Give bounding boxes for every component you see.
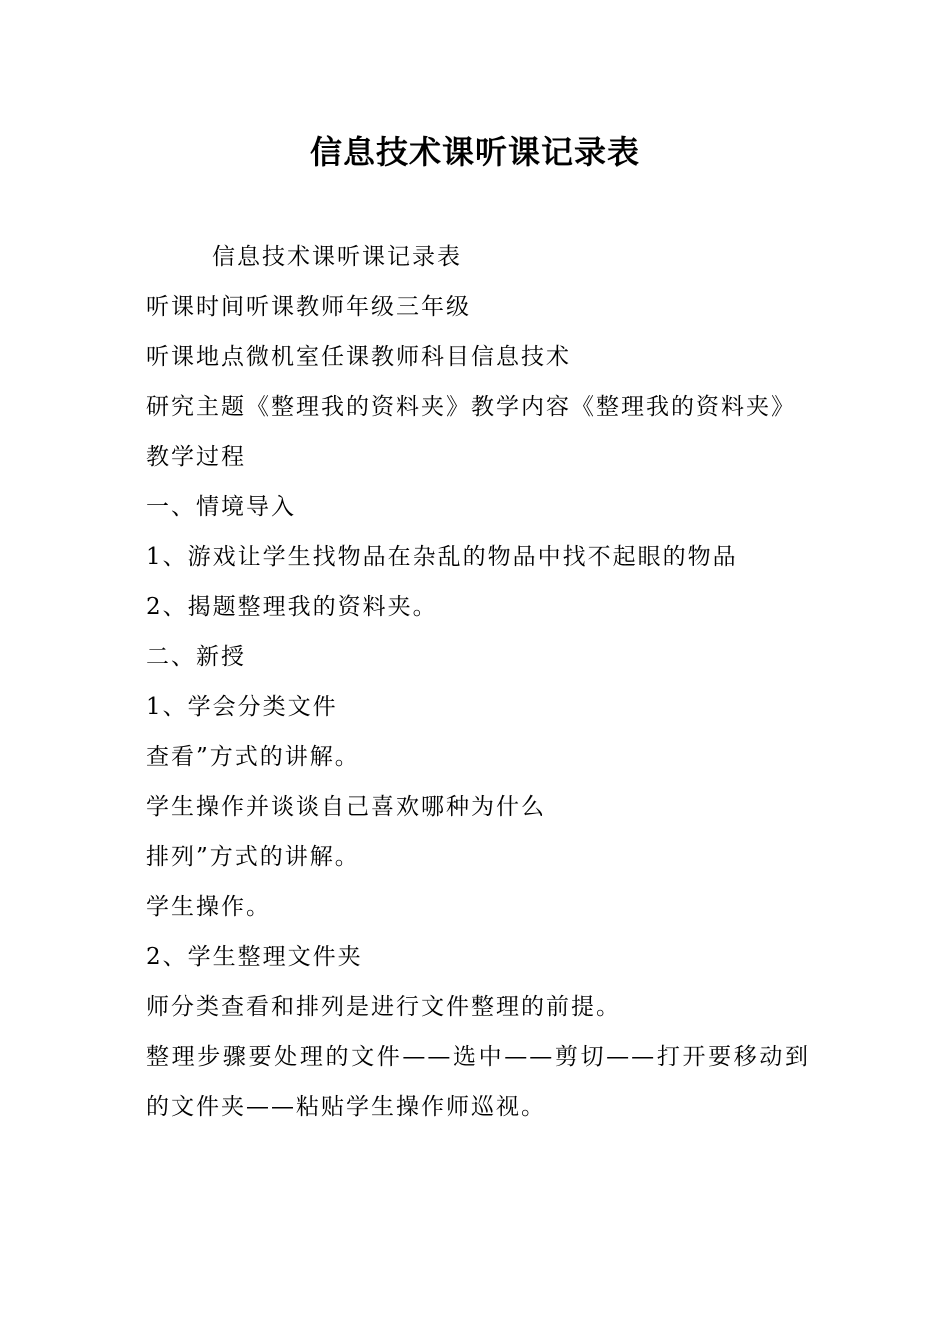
paragraph: 2、学生整理文件夹 (146, 944, 363, 970)
page-title: 信息技术课听课记录表 (309, 133, 640, 171)
document-body (146, 232, 810, 1132)
paragraph: 查看”方式的讲解。 (146, 744, 360, 770)
info-line-topic: 研究主题《整理我的资料夹》教学内容《整理我的资料夹》 (146, 394, 796, 420)
section-teaching-process: 教学过程 (146, 444, 246, 470)
section-new-lesson: 二、新授 (146, 644, 246, 670)
paragraph: 整理步骤要处理的文件——选中——剪切——打开要移动到的文件夹——粘贴学生操作师巡视。 (146, 1044, 810, 1120)
paragraph: 排列”方式的讲解。 (146, 844, 360, 870)
paragraph: 2、揭题整理我的资料夹。 (146, 594, 438, 620)
info-line-time: 听课时间听课教师年级三年级 (146, 294, 471, 320)
section-intro: 一、情境导入 (146, 494, 296, 520)
paragraph: 学生操作。 (146, 894, 271, 920)
paragraph: 1、学会分类文件 (146, 694, 338, 720)
paragraph: 1、游戏让学生找物品在杂乱的物品中找不起眼的物品 (146, 544, 738, 570)
paragraph: 师分类查看和排列是进行文件整理的前提。 (146, 994, 621, 1020)
body-heading: 信息技术课听课记录表 (212, 244, 462, 270)
paragraph: 学生操作并谈谈自己喜欢哪种为什么 (146, 794, 546, 820)
info-line-location: 听课地点微机室任课教师科目信息技术 (146, 344, 571, 370)
